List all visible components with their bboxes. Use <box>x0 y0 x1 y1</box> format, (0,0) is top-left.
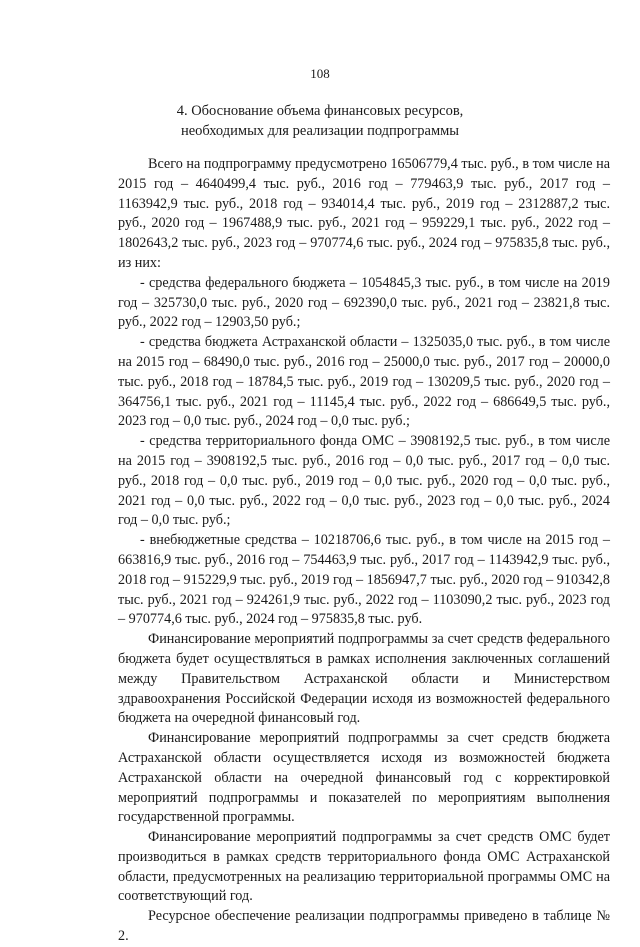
paragraph-regional-financing: Финансирование мероприятий подпрограммы за счет средств бюджета Астраханской области осуществляется исходя из возможностей бюджета Астраханской области на очередной финансовый год с корректировкой мероприятий подпрограммы и показателей по мероприятиям выполнения государственной программы. <box>118 730 610 826</box>
paragraph-federal-financing: Финансирование мероприятий подпрограммы за счет средств федерального бюджета будет осуществляться в рамках исполнения заключенных соглашений между Правительством Астраханской области и Министерством здравоохранения Российской Федерации исходя из возможностей федерального бюджета на очередной финансовый год. <box>118 631 610 727</box>
section-heading-line-1: 4. Обоснование объема финансовых ресурсов, <box>176 103 464 119</box>
paragraph-resource-table-ref: Ресурсное обеспечение реализации подпрограммы приведено в таблице № 2. <box>118 908 610 945</box>
section-heading-line-2: необходимых для реализации подпрограммы <box>180 123 460 139</box>
section-heading <box>116 101 524 141</box>
page-number: 108 <box>310 66 330 81</box>
paragraph-regional-budget: - средства бюджета Астраханской области – 1325035,0 тыс. руб., в том числе на 2015 год – 68490,0 тыс. руб., 2016 год – 25000,0 тыс. руб., 2017 год – 20000,0 тыс. руб., 2018 год – 18784,5 тыс. руб., 2019 год – 130209,5 тыс. руб., 2020 год – 364756,1 тыс. руб., 2021 год – 11145,4 тыс. руб., 2022 год – 686649,5 тыс. руб., 2023 год – 0,0 тыс. руб., 2024 год – 0,0 тыс. руб.; <box>118 334 610 430</box>
paragraph-extrabudgetary: - внебюджетные средства – 10218706,6 тыс. руб., в том числе на 2015 год – 663816,9 тыс. руб., 2016 год – 754463,9 тыс. руб., 2017 год – 1143942,9 тыс. руб., 2018 год – 915229,9 тыс. руб., 2019 год – 1856947,7 тыс. руб., 2020 год – 910342,8 тыс. руб., 2021 год – 924261,9 тыс. руб., 2022 год – 1103090,2 тыс. руб., 2023 год – 970774,6 тыс. руб., 2024 год – 975835,8 тыс. руб. <box>118 532 610 628</box>
paragraph-total-funding: Всего на подпрограмму предусмотрено 16506779,4 тыс. руб., в том числе на 2015 год – 4640499,4 тыс. руб., 2016 год – 779463,9 тыс. руб., 2017 год – 1163942,9 тыс. руб., 2018 год – 934014,4 тыс. руб., 2019 год – 2312887,2 тыс. руб., 2020 год – 1967488,9 тыс. руб., 2021 год – 959229,1 тыс. руб., 2022 год – 1802643,2 тыс. руб., 2023 год – 970774,6 тыс. руб., 2024 год – 975835,8 тыс. руб., из них: <box>118 156 610 271</box>
paragraph-oms-financing: Финансирование мероприятий подпрограммы за счет средств ОМС будет производиться в рамках средств территориального фонда ОМС Астраханской области, предусмотренных на реализацию территориальной программы ОМС на соответствующий год. <box>118 829 610 905</box>
paragraph-federal-budget: - средства федерального бюджета – 1054845,3 тыс. руб., в том числе на 2019 год – 325730,0 тыс. руб., 2020 год – 692390,0 тыс. руб., 2021 год – 23821,8 тыс. руб., 2022 год – 12903,50 руб.; <box>118 274 610 331</box>
section-body <box>118 155 610 947</box>
paragraph-oms-fund: - средства территориального фонда ОМС – 3908192,5 тыс. руб., в том числе на 2015 год – 3908192,5 тыс. руб., 2016 год – 0,0 тыс. руб., 2017 год – 0,0 тыс. руб., 2018 год – 0,0 тыс. руб., 2019 год – 0,0 тыс. руб., 2020 год – 0,0 тыс. руб., 2021 год – 0,0 тыс. руб., 2022 год – 0,0 тыс. руб., 2023 год – 0,0 тыс. руб., 2024 год – 0,0 тыс. руб.; <box>118 433 610 529</box>
